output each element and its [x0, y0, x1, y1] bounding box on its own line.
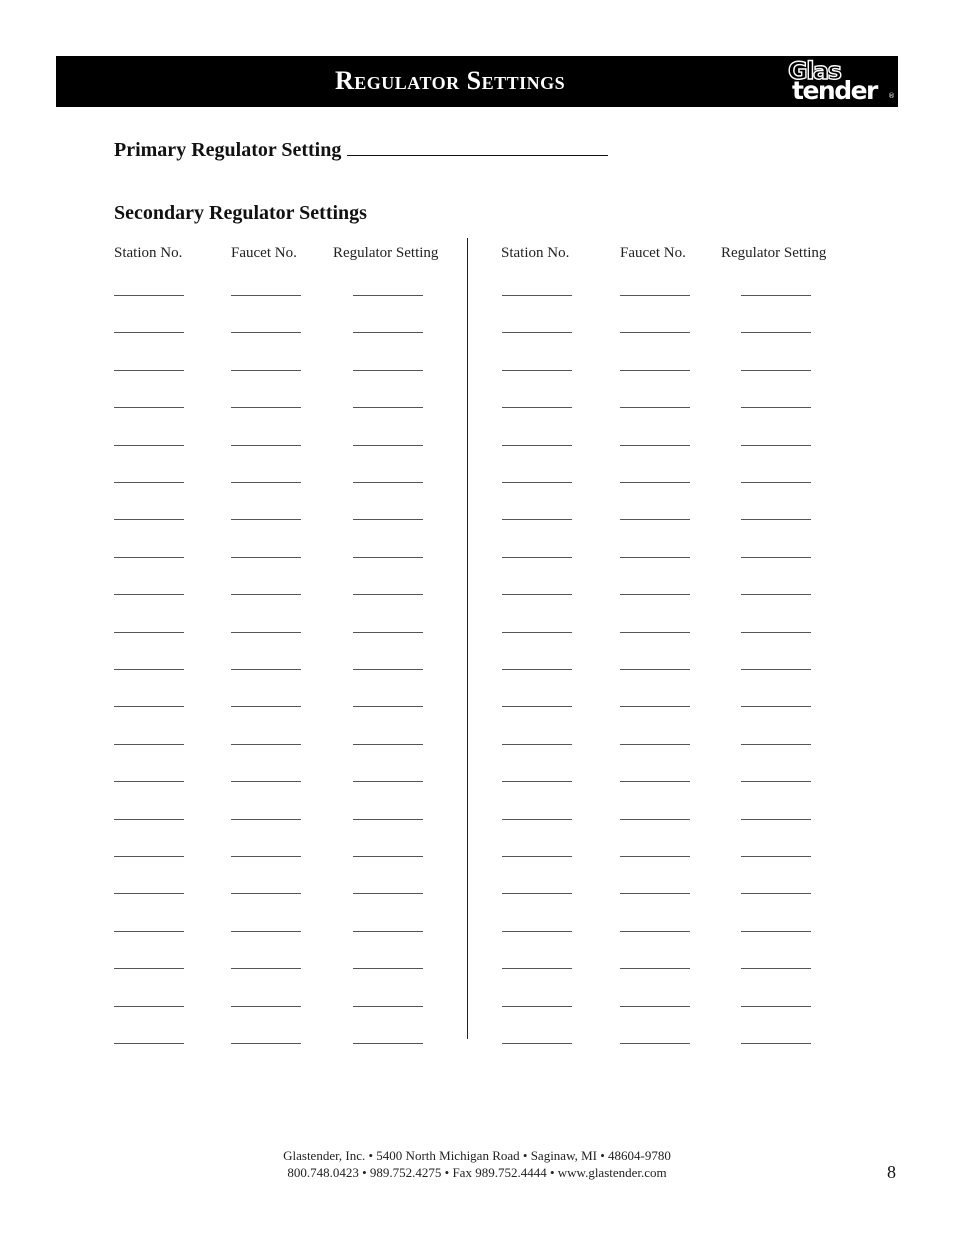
blank-faucet-right[interactable]	[620, 781, 690, 782]
blank-faucet-left[interactable]	[231, 594, 301, 595]
blank-faucet-right[interactable]	[620, 482, 690, 483]
blank-regulator-left[interactable]	[353, 594, 423, 595]
blank-faucet-right[interactable]	[620, 931, 690, 932]
blank-faucet-left[interactable]	[231, 482, 301, 483]
blank-station-left[interactable]	[114, 706, 184, 707]
blank-regulator-left[interactable]	[353, 1006, 423, 1007]
blank-station-left[interactable]	[114, 781, 184, 782]
blank-faucet-left[interactable]	[231, 931, 301, 932]
blank-faucet-right[interactable]	[620, 706, 690, 707]
blank-faucet-right[interactable]	[620, 819, 690, 820]
blank-station-right[interactable]	[502, 482, 572, 483]
blank-regulator-left[interactable]	[353, 744, 423, 745]
blank-regulator-right[interactable]	[741, 931, 811, 932]
blank-faucet-right[interactable]	[620, 445, 690, 446]
blank-station-right[interactable]	[502, 519, 572, 520]
blank-station-left[interactable]	[114, 819, 184, 820]
blank-station-right[interactable]	[502, 706, 572, 707]
blank-faucet-right[interactable]	[620, 594, 690, 595]
blank-faucet-right[interactable]	[620, 632, 690, 633]
blank-station-left[interactable]	[114, 1043, 184, 1044]
blank-faucet-left[interactable]	[231, 819, 301, 820]
blank-regulator-right[interactable]	[741, 445, 811, 446]
blank-station-right[interactable]	[502, 893, 572, 894]
blank-station-left[interactable]	[114, 744, 184, 745]
blank-regulator-left[interactable]	[353, 632, 423, 633]
blank-station-right[interactable]	[502, 669, 572, 670]
blank-regulator-left[interactable]	[353, 370, 423, 371]
col-header-regulator-left: Regulator Setting	[333, 245, 439, 261]
blank-regulator-right[interactable]	[741, 856, 811, 857]
blank-regulator-left[interactable]	[353, 445, 423, 446]
primary-regulator-label: Primary Regulator Setting	[114, 139, 342, 161]
blank-station-left[interactable]	[114, 557, 184, 558]
primary-regulator-setting-row	[114, 137, 608, 162]
glastender-logo	[784, 58, 896, 106]
blank-regulator-left[interactable]	[353, 781, 423, 782]
primary-regulator-blank[interactable]	[347, 137, 608, 156]
blank-regulator-right[interactable]	[741, 819, 811, 820]
blank-faucet-right[interactable]	[620, 295, 690, 296]
blank-faucet-left[interactable]	[231, 744, 301, 745]
page-number: 8	[887, 1162, 896, 1182]
blank-faucet-right[interactable]	[620, 856, 690, 857]
blank-faucet-left[interactable]	[231, 407, 301, 408]
blank-station-right[interactable]	[502, 781, 572, 782]
blank-faucet-left[interactable]	[231, 706, 301, 707]
blank-station-right[interactable]	[502, 856, 572, 857]
blank-faucet-left[interactable]	[231, 445, 301, 446]
blank-faucet-left[interactable]	[231, 781, 301, 782]
blank-regulator-left[interactable]	[353, 1043, 423, 1044]
blank-faucet-left[interactable]	[231, 295, 301, 296]
col-header-faucet-left: Faucet No.	[231, 245, 297, 261]
blank-regulator-right[interactable]	[741, 968, 811, 969]
blank-station-left[interactable]	[114, 632, 184, 633]
blank-faucet-right[interactable]	[620, 407, 690, 408]
blank-regulator-right[interactable]	[741, 781, 811, 782]
blank-regulator-right[interactable]	[741, 332, 811, 333]
blank-regulator-left[interactable]	[353, 482, 423, 483]
blank-regulator-right[interactable]	[741, 407, 811, 408]
blank-regulator-right[interactable]	[741, 557, 811, 558]
blank-faucet-right[interactable]	[620, 519, 690, 520]
blank-station-right[interactable]	[502, 332, 572, 333]
col-header-regulator-right: Regulator Setting	[721, 245, 827, 261]
blank-regulator-right[interactable]	[741, 1006, 811, 1007]
blank-regulator-left[interactable]	[353, 295, 423, 296]
blank-station-right[interactable]	[502, 819, 572, 820]
blank-station-left[interactable]	[114, 445, 184, 446]
footer-address: Glastender, Inc. • 5400 North Michigan Road • Saginaw, MI • 48604-9780	[283, 1148, 671, 1163]
logo-text-tender: tender	[792, 76, 877, 105]
col-header-station-right: Station No.	[501, 245, 570, 261]
blank-station-right[interactable]	[502, 370, 572, 371]
header-bar	[56, 56, 898, 107]
blank-regulator-left[interactable]	[353, 819, 423, 820]
blank-regulator-left[interactable]	[353, 519, 423, 520]
blank-faucet-left[interactable]	[231, 332, 301, 333]
registered-mark: ®	[888, 92, 895, 100]
blank-station-left[interactable]	[114, 370, 184, 371]
blank-faucet-left[interactable]	[231, 893, 301, 894]
blank-regulator-right[interactable]	[741, 594, 811, 595]
logo-text-glas: Glas	[788, 57, 841, 85]
blank-station-right[interactable]	[502, 594, 572, 595]
blank-station-left[interactable]	[114, 482, 184, 483]
blank-station-right[interactable]	[502, 1006, 572, 1007]
blank-station-right[interactable]	[502, 407, 572, 408]
blank-regulator-right[interactable]	[741, 482, 811, 483]
blank-faucet-left[interactable]	[231, 370, 301, 371]
blank-station-left[interactable]	[114, 519, 184, 520]
blank-faucet-right[interactable]	[620, 893, 690, 894]
blank-faucet-left[interactable]	[231, 968, 301, 969]
blank-station-right[interactable]	[502, 1043, 572, 1044]
blank-station-left[interactable]	[114, 407, 184, 408]
footer-contact: 800.748.0423 • 989.752.4275 • Fax 989.752.4444 • www.glastender.com	[287, 1165, 667, 1180]
blank-faucet-left[interactable]	[231, 519, 301, 520]
blank-regulator-left[interactable]	[353, 332, 423, 333]
blank-station-right[interactable]	[502, 632, 572, 633]
blank-faucet-right[interactable]	[620, 370, 690, 371]
blank-regulator-right[interactable]	[741, 370, 811, 371]
page-title: Regulator Settings	[335, 66, 566, 95]
blank-station-right[interactable]	[502, 295, 572, 296]
blank-regulator-right[interactable]	[741, 744, 811, 745]
col-header-station-left: Station No.	[114, 245, 183, 261]
blank-station-left[interactable]	[114, 856, 184, 857]
blank-regulator-right[interactable]	[741, 893, 811, 894]
blank-station-right[interactable]	[502, 931, 572, 932]
blank-faucet-right[interactable]	[620, 968, 690, 969]
secondary-regulator-heading: Secondary Regulator Settings	[114, 202, 367, 224]
blank-station-left[interactable]	[114, 295, 184, 296]
blank-regulator-left[interactable]	[353, 407, 423, 408]
blank-station-left[interactable]	[114, 669, 184, 670]
blank-faucet-left[interactable]	[231, 1043, 301, 1044]
blank-faucet-right[interactable]	[620, 744, 690, 745]
blank-faucet-right[interactable]	[620, 1043, 690, 1044]
blank-regulator-left[interactable]	[353, 856, 423, 857]
blank-regulator-right[interactable]	[741, 632, 811, 633]
blank-regulator-left[interactable]	[353, 557, 423, 558]
blank-station-left[interactable]	[114, 594, 184, 595]
footer	[0, 1147, 954, 1181]
blank-regulator-left[interactable]	[353, 706, 423, 707]
blank-regulator-left[interactable]	[353, 893, 423, 894]
blank-faucet-left[interactable]	[231, 1006, 301, 1007]
blank-station-left[interactable]	[114, 332, 184, 333]
blank-regulator-right[interactable]	[741, 295, 811, 296]
blank-station-right[interactable]	[502, 557, 572, 558]
col-header-faucet-right: Faucet No.	[620, 245, 686, 261]
blank-faucet-left[interactable]	[231, 632, 301, 633]
blank-station-left[interactable]	[114, 968, 184, 969]
blank-faucet-left[interactable]	[231, 557, 301, 558]
blank-station-right[interactable]	[502, 744, 572, 745]
blank-station-right[interactable]	[502, 968, 572, 969]
blank-regulator-left[interactable]	[353, 669, 423, 670]
blank-faucet-right[interactable]	[620, 557, 690, 558]
blank-faucet-right[interactable]	[620, 332, 690, 333]
blank-regulator-right[interactable]	[741, 669, 811, 670]
blank-faucet-left[interactable]	[231, 669, 301, 670]
blank-station-left[interactable]	[114, 893, 184, 894]
blank-regulator-right[interactable]	[741, 1043, 811, 1044]
blank-regulator-right[interactable]	[741, 519, 811, 520]
blank-station-left[interactable]	[114, 1006, 184, 1007]
blank-station-right[interactable]	[502, 445, 572, 446]
blank-faucet-right[interactable]	[620, 669, 690, 670]
blank-regulator-left[interactable]	[353, 968, 423, 969]
blank-station-left[interactable]	[114, 931, 184, 932]
column-divider	[467, 238, 468, 1039]
blank-regulator-right[interactable]	[741, 706, 811, 707]
blank-faucet-right[interactable]	[620, 1006, 690, 1007]
blank-faucet-left[interactable]	[231, 856, 301, 857]
blank-regulator-left[interactable]	[353, 931, 423, 932]
